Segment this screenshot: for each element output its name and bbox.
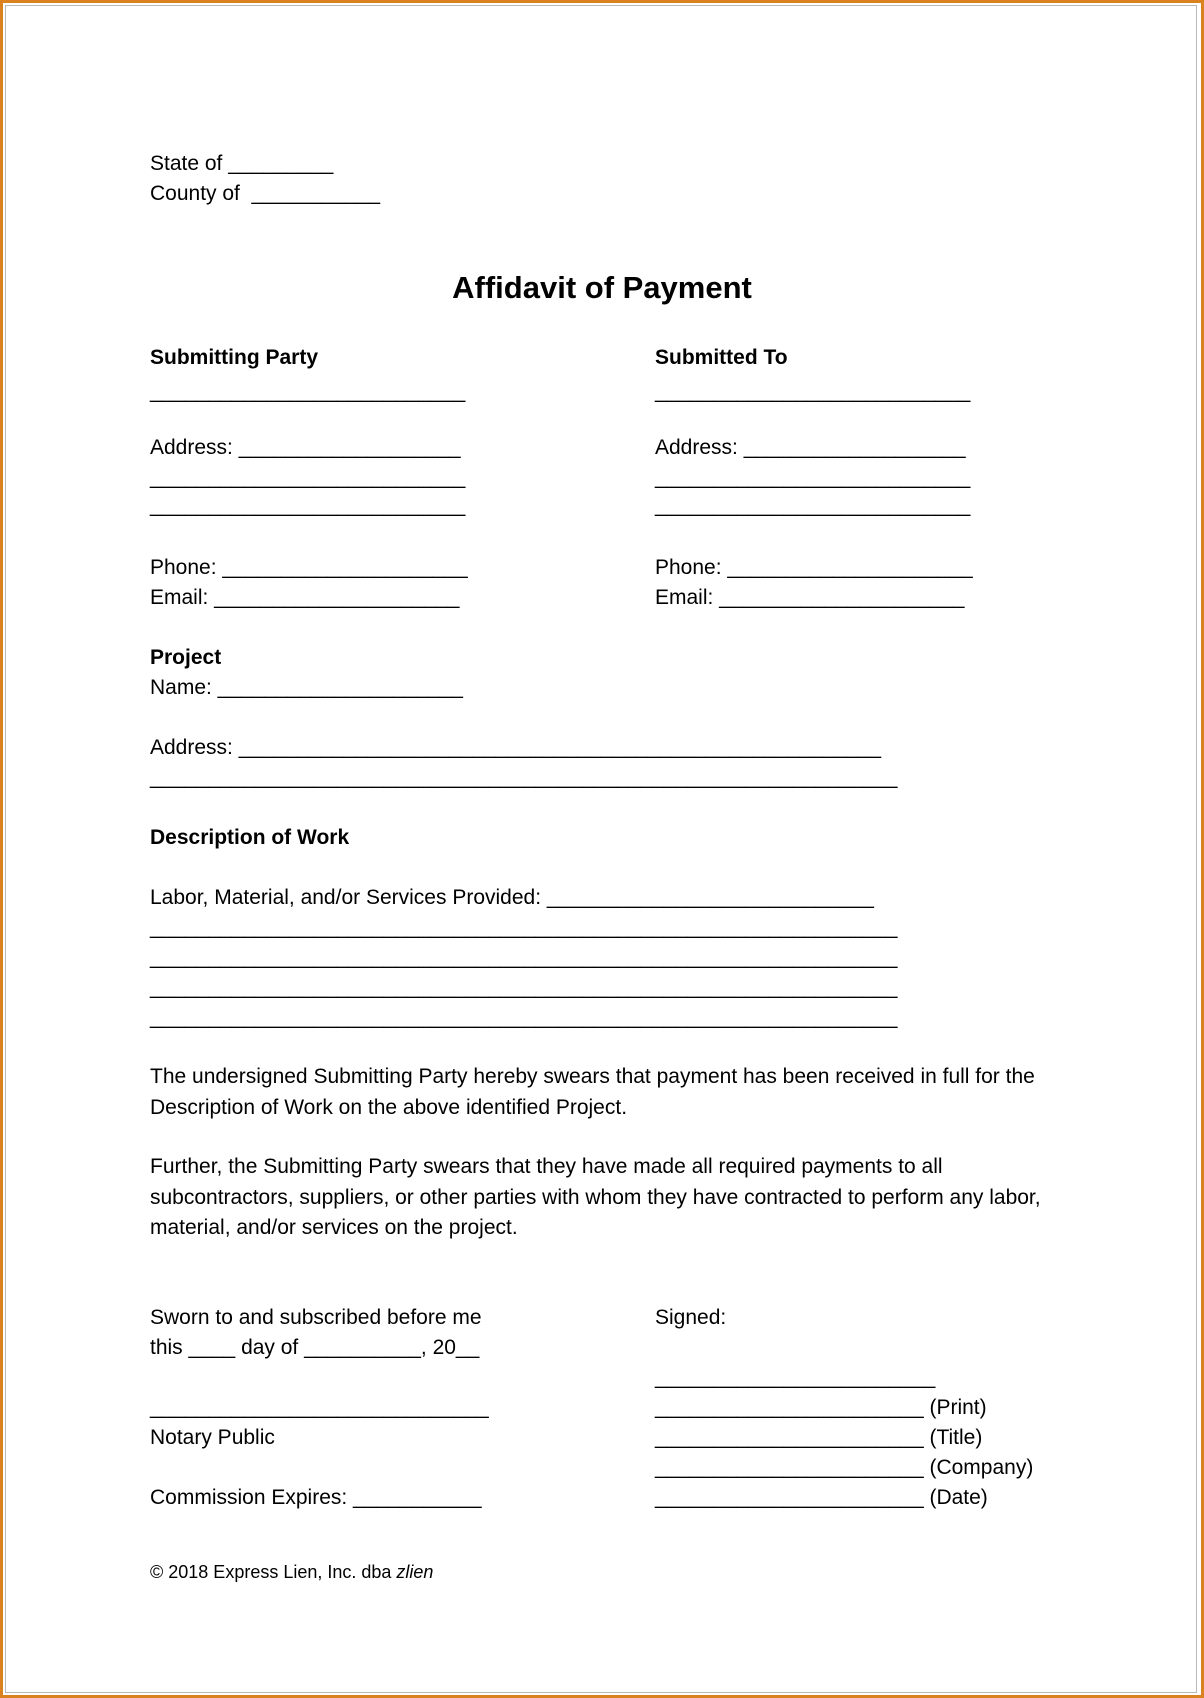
date-field: _______________________ (Date) (655, 1486, 988, 1509)
state-of-field: State of _________ (150, 152, 334, 175)
description-line: ________________________________________________________________ (150, 976, 898, 999)
print-name-field: _______________________ (Print) (655, 1396, 987, 1419)
submitted-to-name-line: ___________________________ (655, 380, 971, 403)
county-of-field: County of ___________ (150, 182, 381, 205)
subcontractors-paid-paragraph: Further, the Submitting Party swears that they have made all required payments to all subcontractors, suppliers, or other parties with whom they have contracted to perform any labor, material, and/or services on the project. (150, 1155, 1041, 1239)
sworn-statement: Sworn to and subscribed before me (150, 1306, 482, 1329)
signature-line: ________________________ (655, 1366, 936, 1389)
project-address: Address: _______________________________________________________ (150, 736, 882, 759)
submitted-to-address-line2: ___________________________ (655, 466, 971, 489)
submitted-to-phone: Phone: _____________________ (655, 556, 973, 579)
project-name: Name: _____________________ (150, 676, 463, 699)
submitted-to-email: Email: _____________________ (655, 586, 965, 609)
labor-services-field: Labor, Material, and/or Services Provided: ____________________________ (150, 886, 874, 909)
submitting-party-name-line: ___________________________ (150, 380, 466, 403)
commission-expires-field: Commission Expires: ___________ (150, 1486, 482, 1509)
title-field: _______________________ (Title) (655, 1426, 983, 1449)
project-address-line2: ________________________________________________________________ (150, 766, 898, 789)
description-heading: Description of Work (150, 826, 350, 849)
submitting-party-address-line2: ___________________________ (150, 466, 466, 489)
copyright-text: © 2018 Express Lien, Inc. dba (150, 1562, 397, 1582)
document-title: Affidavit of Payment (452, 270, 752, 305)
submitting-party-phone: Phone: _____________________ (150, 556, 468, 579)
description-line: ________________________________________________________________ (150, 1006, 898, 1029)
submitting-party-email: Email: _____________________ (150, 586, 460, 609)
submitted-to-address-line3: ___________________________ (655, 494, 971, 517)
signed-label: Signed: (655, 1306, 727, 1329)
description-line: ________________________________________________________________ (150, 916, 898, 939)
copyright-footer (150, 1560, 433, 1584)
submitted-to-heading: Submitted To (655, 346, 788, 369)
project-heading: Project (150, 646, 222, 669)
company-field: _______________________ (Company) (655, 1456, 1034, 1479)
payment-received-paragraph: The undersigned Submitting Party hereby swears that payment has been received in full for the Description of Work on the above identified Project. (150, 1065, 1035, 1119)
sworn-date-field: this ____ day of __________, 20__ (150, 1336, 480, 1359)
submitting-party-address-line3: ___________________________ (150, 494, 466, 517)
submitted-to-address: Address: ___________________ (655, 436, 966, 459)
notary-signature-line: _____________________________ (150, 1396, 489, 1419)
description-line: ________________________________________________________________ (150, 946, 898, 969)
notary-public-label: Notary Public (150, 1426, 275, 1449)
submitting-party-heading: Submitting Party (150, 346, 319, 369)
brand-name: zlien (396, 1562, 434, 1582)
submitting-party-address: Address: ___________________ (150, 436, 461, 459)
